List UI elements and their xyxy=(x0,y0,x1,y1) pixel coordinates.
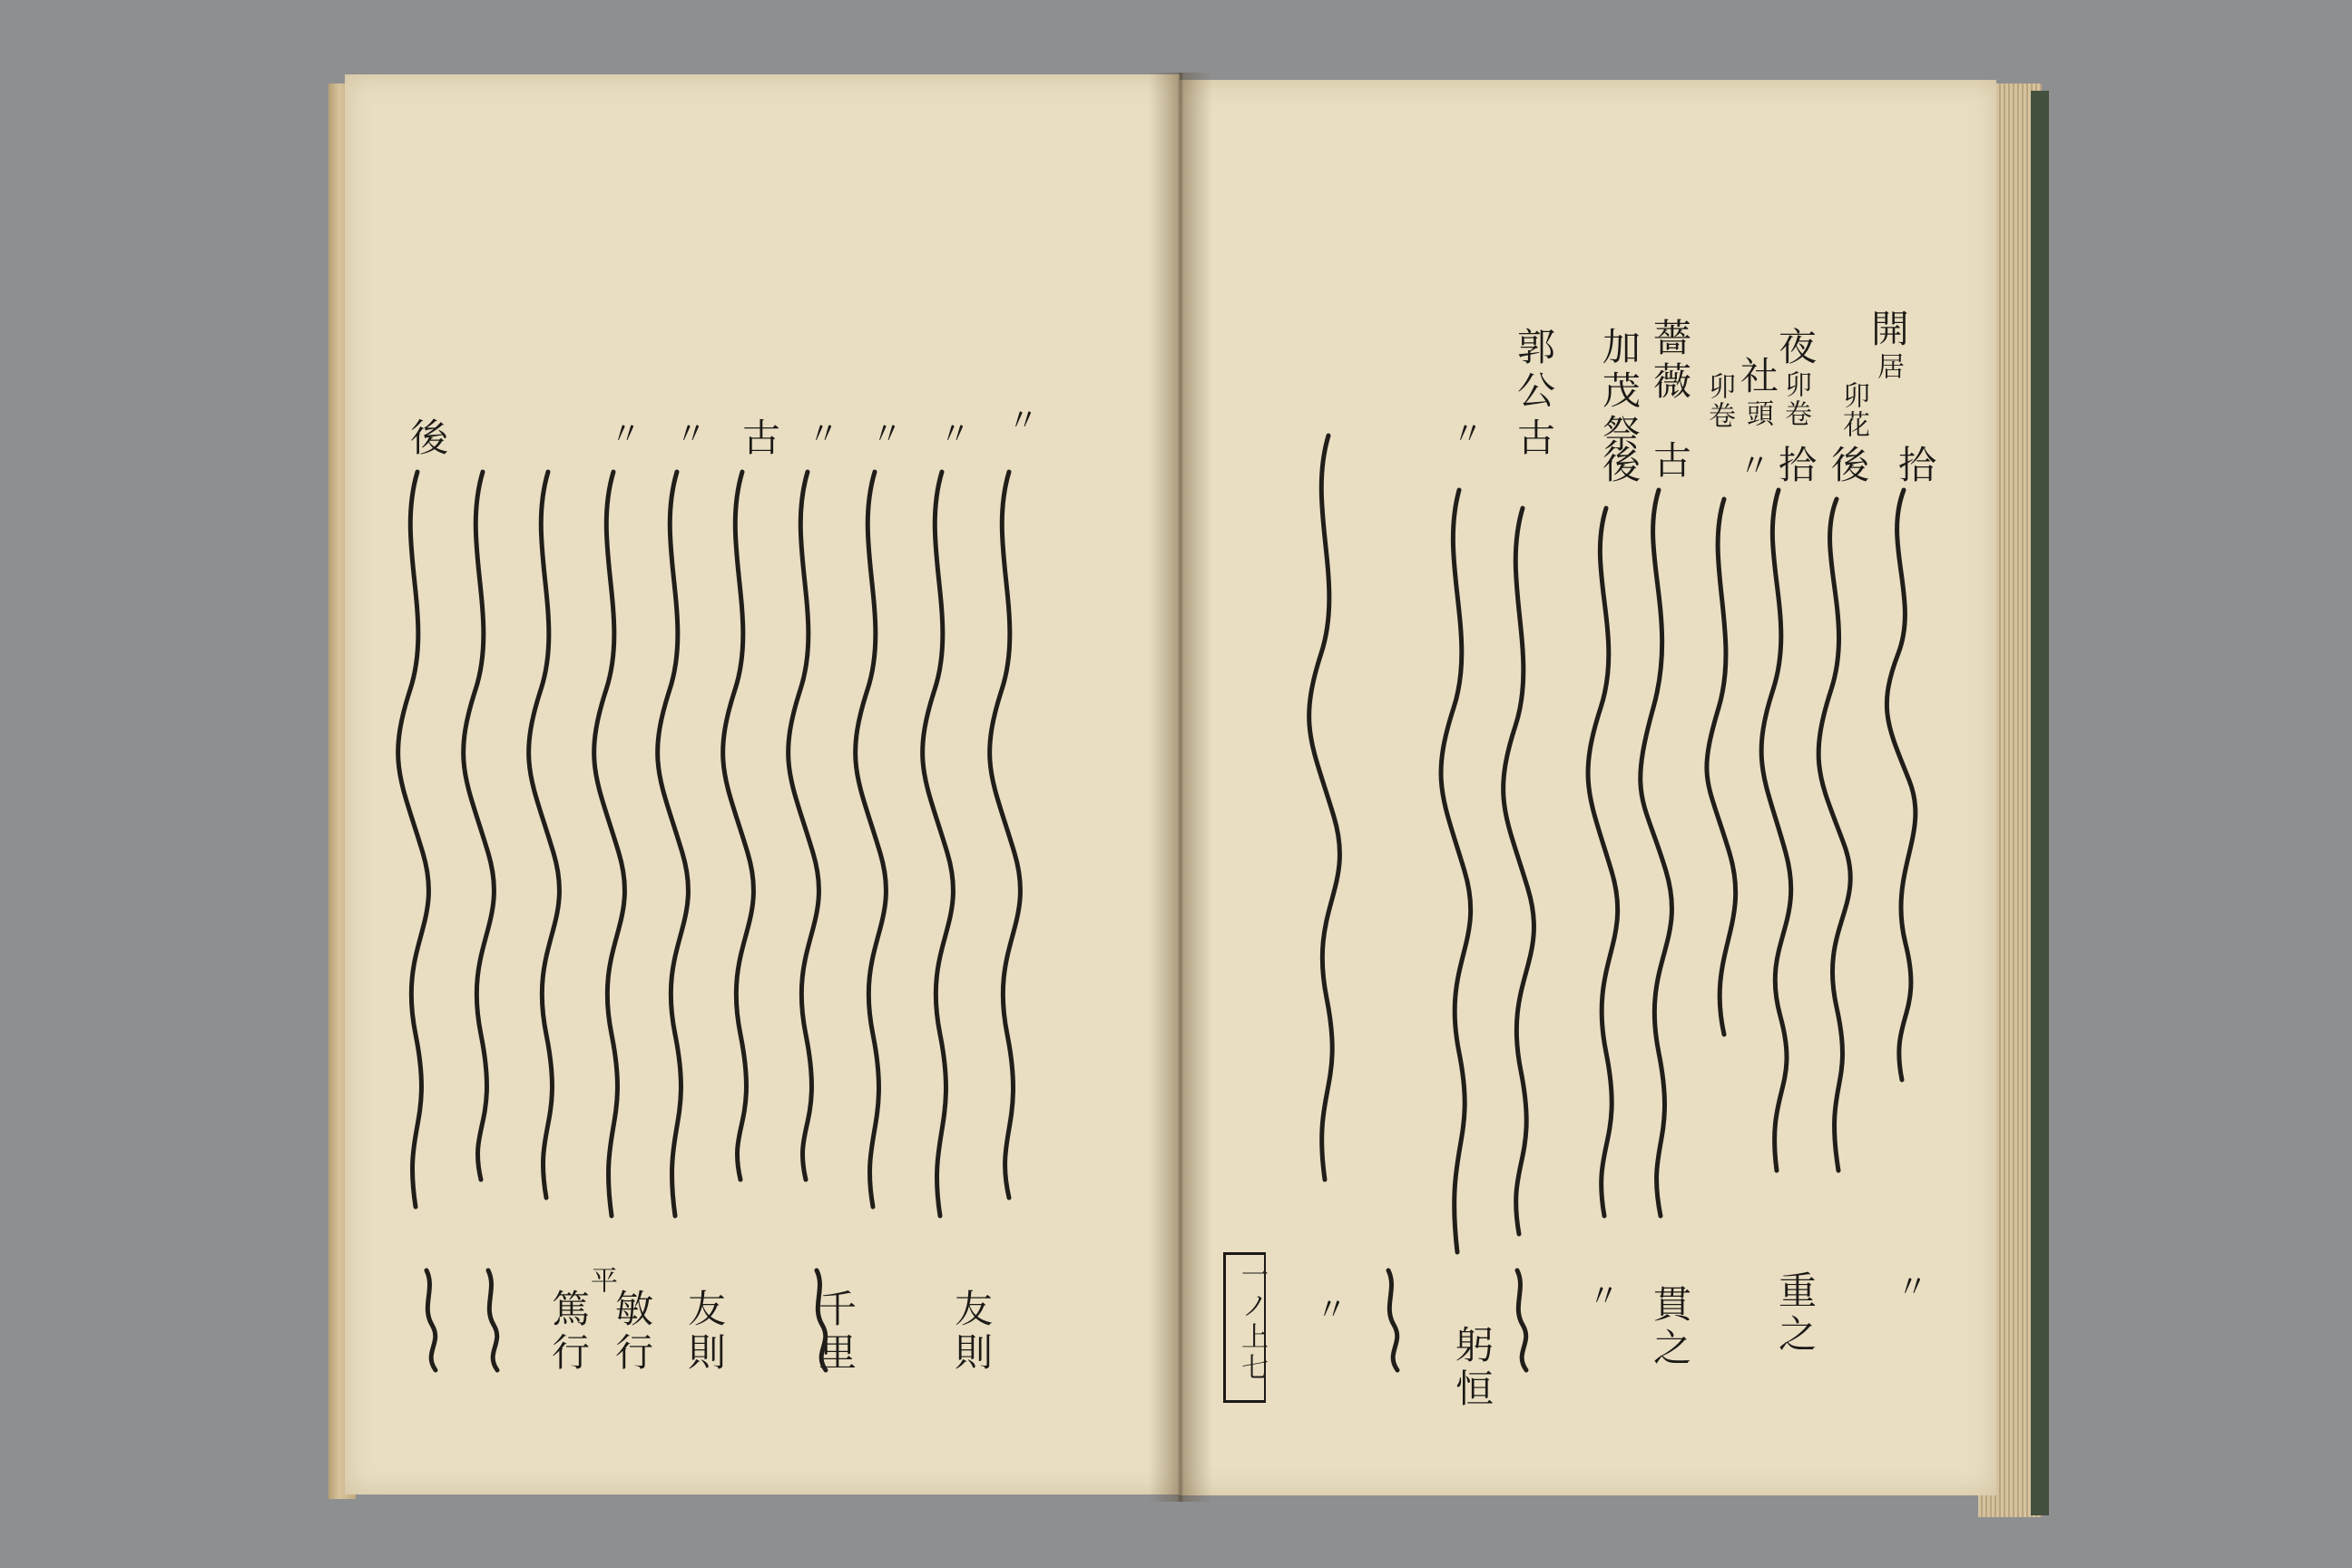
right-head-7: 古 xyxy=(1512,417,1556,461)
right-head-6: 後 xyxy=(1597,445,1642,488)
left-head-3: 〃 xyxy=(866,417,902,454)
left-head-1: 〃 xyxy=(1002,404,1038,440)
header-text: 開 xyxy=(1866,309,1910,352)
header-sub: 居 xyxy=(1872,352,1904,381)
right-head-2: 後 xyxy=(1826,445,1870,488)
header-text: 加茂祭 xyxy=(1597,327,1642,457)
header-sub: 頭 xyxy=(1741,399,1773,428)
header-text: 夜 xyxy=(1773,327,1818,370)
left-attr-2: 千里 xyxy=(813,1289,858,1376)
right-attr-3: 貫之 xyxy=(1648,1284,1692,1371)
right-head-5: 古 xyxy=(1648,440,1692,484)
left-attr-5: 平 xyxy=(585,1266,617,1295)
left-attr-1: 友則 xyxy=(949,1289,994,1376)
right-attr-4: 〃 xyxy=(1583,1279,1619,1316)
left-attr-4: 敏行 xyxy=(610,1289,654,1376)
left-attr-3: 友則 xyxy=(682,1289,727,1376)
left-attr-6: 篤行 xyxy=(546,1289,591,1376)
right-small-head-2: 卯卷 xyxy=(1703,372,1735,430)
header-sub: 卯卷 xyxy=(1779,370,1811,428)
right-attr-1: 〃 xyxy=(1891,1270,1927,1307)
right-attr-2: 重之 xyxy=(1773,1270,1818,1357)
header-text: 社 xyxy=(1735,356,1779,399)
left-head-4: 〃 xyxy=(802,417,838,454)
left-head-6: 〃 xyxy=(670,417,706,454)
right-attr-5: 躬恒 xyxy=(1450,1325,1494,1412)
right-head-1: 拾 xyxy=(1893,445,1937,488)
right-head-8: 〃 xyxy=(1446,417,1483,454)
left-head-5: 古 xyxy=(737,417,781,461)
left-head-7: 〃 xyxy=(604,417,641,454)
left-head-2: 〃 xyxy=(934,417,970,454)
right-head-4: 〃 xyxy=(1733,449,1769,485)
right-head-3: 拾 xyxy=(1773,445,1818,488)
header-text: 郭公 xyxy=(1512,327,1556,414)
right-small-head-1: 卯花 xyxy=(1838,381,1869,439)
header-text: 薔薇 xyxy=(1648,318,1692,405)
right-attr-6: 〃 xyxy=(1310,1293,1347,1329)
left-head-8: 後 xyxy=(405,417,449,461)
folio-number: 一ノ上七 xyxy=(1236,1260,1268,1384)
